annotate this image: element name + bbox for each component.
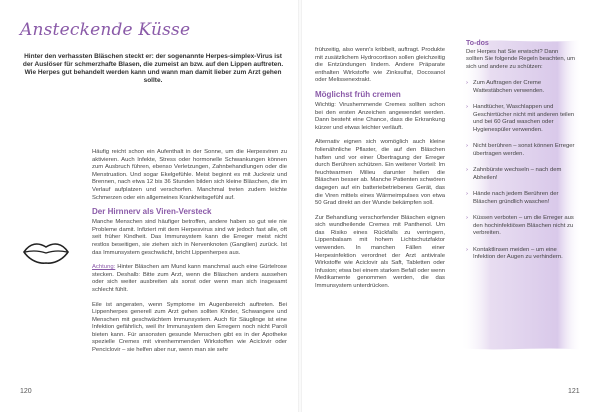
lips-icon	[22, 239, 70, 265]
page-number-left: 120	[20, 388, 32, 395]
paragraph: Alternativ eignen sich womöglich auch kleine folienähnliche Pflaster, die auf den Bläschen haften und vor einer Übertragung der Erreger durch Berühren schützen. Ein weiterer Vorteil: Im feuchtwarmen Milieu darunter heilen die Bläschen besser ab. Manche Patienten schwören dagegen auf ein batteriebetriebenes Gerät, das die Viren mittels eines Wärmeimpulses von etwa 50 Grad direkt an der Wunde bekämpfen soll.	[315, 139, 445, 207]
paragraph: Eile ist angeraten, wenn Symptome im Augenbereich auftreten. Bei Lippenherpes generell zum Arzt gehen sollten Kinder, Schwangere und Menschen mit geschwächtem Immunsystem. Auch für Säuglinge ist eine Infektion gefährlich, weil ihr Immunsystem den Erregern noch nicht Paroli bieten kann. Für ansonsten gesunde Menschen gibt es in der Apotheke spezielle Cremes mit virenhemmenden Wirkstoffen wie Aciclovir oder Penciclovir – sie helfen aber nur, wenn man sie sehr	[92, 301, 287, 354]
paragraph: Zur Behandlung verschorfender Bläschen eignen sich wundheilende Cremes mit Panthenol. Um das Risiko eines Rückfalls zu verringern, Lippenbalsam mit hohem Lichtschutzfaktor verwenden. In manchen Fällen einer Herpesinfektion verordnet der Arzt antivirale Wirkstoffe wie Aciclovir als Saft, Tabletten oder Infusion; etwa bei einem starken Befall oder wenn Medikamente genommen werden, die das Immunsystem unterdrücken.	[315, 214, 445, 290]
todo-item	[466, 215, 576, 238]
todo-item-text: Zum Auftragen der Creme Wattestäbchen verwenden.	[473, 80, 545, 94]
todo-title: To-dos	[466, 40, 489, 47]
todo-item-text: Nicht berühren – sonst können Erreger übertragen werden.	[473, 143, 575, 157]
todo-item	[466, 80, 576, 95]
todo-item-text: Küssen verboten – um die Erreger aus den hochinfektiösen Bläschen nicht zu verbreiten.	[473, 215, 574, 236]
todo-item	[466, 143, 576, 158]
intro-paragraph: Hinter den verhassten Bläschen steckt er: der sogenannte Herpes-simplex-Virus ist der Auslöser für schmerzhafte Blasen, die zumeist an bzw. auf den Lippen auftreten. Wie Herpes gut behandelt werden kann und wann man damit lieber zum Arzt gehen sollte.	[22, 53, 284, 84]
todo-item-text: Hände nach jedem Berühren der Bläschen gründlich waschen!	[473, 191, 559, 205]
todo-subtitle: Der Herpes hat Sie erwischt? Dann sollten Sie folgende Regeln beachten, um sich und andere zu schützen:	[466, 48, 576, 70]
warning-text: Hinter Bläschen am Mund kann manchmal auch eine Gürtelrose stecken. Deshalb: Bitte zum Arzt, wenn die Bläschen anders aussehen oder sich weiter ausbreiten als sonst oder wenn man sich insgesamt schlecht fühlt.	[92, 264, 287, 293]
todo-item	[466, 247, 576, 262]
todo-item	[466, 104, 576, 134]
todo-item-text: Zahnbürste wechseln – nach dem Abheilen!	[473, 167, 562, 181]
todo-item-text: Kontaktlinsen meiden – um eine Infektion der Augen zu verhindern.	[473, 246, 563, 260]
left-column	[92, 149, 287, 355]
page-title: Ansteckende Küsse	[20, 20, 191, 40]
arrow-icon: ›	[466, 104, 468, 110]
arrow-icon: ›	[466, 167, 468, 173]
paragraph: Häufig reicht schon ein Aufenthalt in der Sonne, um die Herpesviren zu aktivieren. Auch Infekte, Stress oder hormonelle Schwankungen können zum Ausbruch führen, ebenso Verletzungen, Zahnbehandlungen oder die Menstruation. Und sogar Ekelgefühle. Meist beginnt es mit Juckreiz und Brennen, nach etwa 12 bis 36 Stunden bilden sich kleine Bläschen, die im Verlauf aufplatzen und verschorfen. Manchmal treten zudem leichte Schmerzen oder ein allgemeines Krankheitsgefühl auf.	[92, 149, 287, 201]
warning-paragraph	[92, 264, 287, 294]
arrow-icon: ›	[466, 246, 468, 253]
page-number-right: 121	[568, 388, 580, 395]
arrow-icon: ›	[466, 215, 468, 221]
arrow-icon: ›	[466, 80, 468, 86]
todo-item-text: Handtücher, Waschlappen und Geschirrtücher nicht mit anderen teilen und bei 60 Grad waschen oder Hygienespüler verwenden.	[473, 104, 575, 133]
todo-box	[466, 40, 576, 271]
warning-label: Achtung:	[92, 264, 116, 271]
arrow-icon: ›	[466, 143, 468, 149]
paragraph: Wichtig: Virushemmende Cremes sollten schon bei den ersten Anzeichen angewendet werden. Dann besteht eine Chance, dass die Erkrankung kürzer und etwas leichter verläuft.	[315, 101, 445, 131]
todo-item	[466, 191, 576, 206]
subheading: Möglichst früh cremen	[315, 89, 401, 99]
intro-text	[20, 53, 286, 85]
paragraph: frühzeitig, also wenn's kribbelt, auftragt. Produkte mit zusätzlichem Hydrocortison sollen gleichzeitig die Entzündungen lindern. Andere Präparate enthalten Wirkstoffe wie Zinksulfat, Docosanol oder Melissenextrakt.	[315, 47, 445, 84]
paragraph: Manche Menschen sind häufiger betroffen, andere haben so gut wie nie Probleme damit. Infiziert mit dem Herpesvirus sind wir jedoch fast alle, oft seit früher Kindheit. Das Immunsystem kann die Erreger meist nicht restlos beseitigen, sie ziehen sich in Nervenknoten (Ganglien) zurück. Ist das Immunsystem geschwächt, bricht Lippenherpes aus.	[92, 219, 287, 256]
subheading: Der Hirnnerv als Viren-Versteck	[92, 207, 212, 217]
arrow-icon: ›	[466, 191, 468, 197]
todo-item	[466, 167, 576, 182]
middle-column	[315, 47, 445, 291]
